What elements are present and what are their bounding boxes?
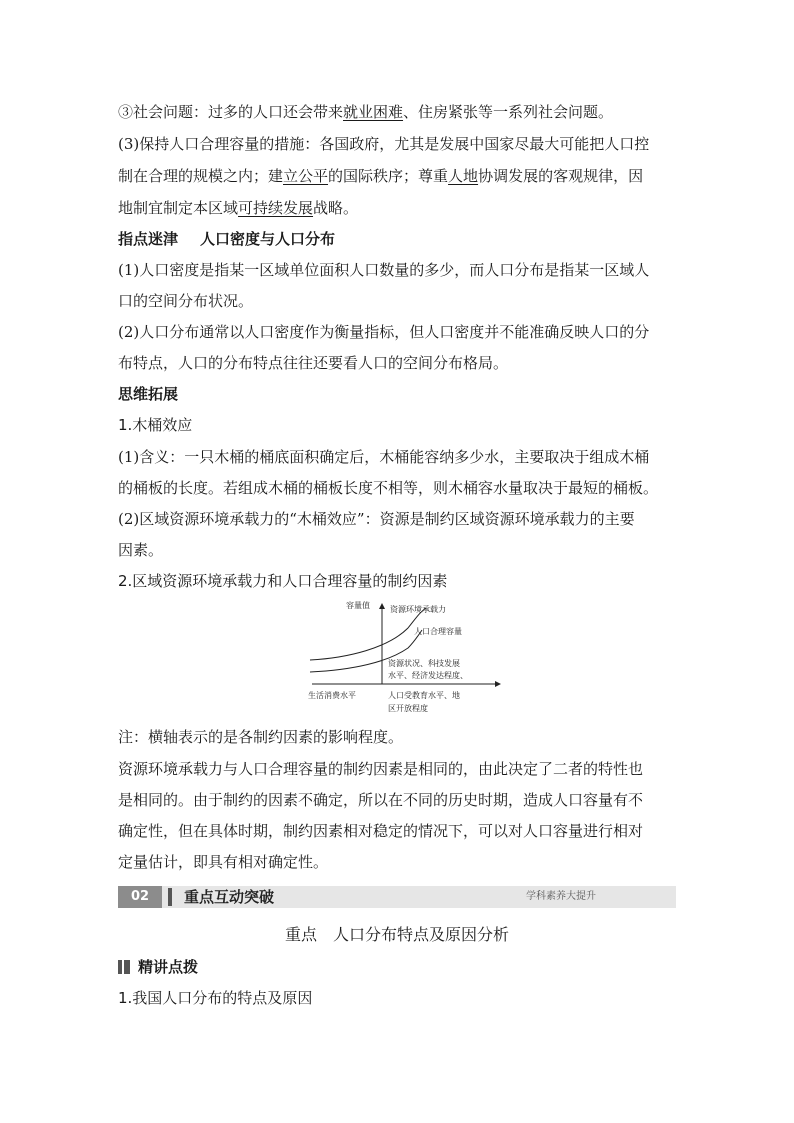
text: 是相同的。由于制约的因素不确定，所以在不同的历史时期，造成人口容量有不 bbox=[118, 791, 644, 809]
tip-p2-line2 bbox=[118, 353, 678, 373]
section-tagline: 学科素养大提升 bbox=[526, 891, 596, 902]
key-point-title bbox=[118, 924, 676, 946]
note-p-line4 bbox=[118, 852, 678, 872]
explain-heading bbox=[118, 956, 198, 978]
extend-s1-p2-line1 bbox=[118, 509, 678, 529]
tip-title: 人口密度与人口分布 bbox=[200, 230, 336, 248]
text: (3)保持人口合理容量的措施：各国政府，尤其是发展中国家尽最大可能把人口控 bbox=[118, 135, 650, 153]
extend-s2-title bbox=[118, 571, 678, 591]
explain-item1 bbox=[118, 988, 678, 1008]
text: (2)人口分布通常以人口密度作为衡量指标，但人口密度并不能准确反映人口的分 bbox=[118, 323, 650, 341]
text: 资源环境承载力与人口合理容量的制约因素是相同的，由此决定了二者的特性也 bbox=[118, 760, 644, 778]
underlined-text: 立公平 bbox=[283, 167, 329, 185]
section-title: 重点互动突破 bbox=[184, 888, 275, 906]
banner-divider bbox=[168, 888, 172, 906]
diagram-svg bbox=[308, 598, 508, 720]
text: 布特点，人口的分布特点往往还要看人口的空间分布格局。 bbox=[118, 354, 509, 372]
text: 思维拓展 bbox=[118, 385, 179, 403]
extend-heading bbox=[118, 384, 678, 404]
text: (2)区域资源环境承载力的“木桶效应”：资源是制约区域资源环境承载力的主要 bbox=[118, 510, 635, 528]
constraint-factors-diagram bbox=[308, 598, 508, 720]
text: 、住房紧张等一系列社会问题。 bbox=[403, 103, 614, 121]
tip-label: 指点迷津 bbox=[118, 230, 179, 248]
text: 口的空间分布状况。 bbox=[118, 292, 254, 310]
text: 1.我国人口分布的特点及原因 bbox=[118, 989, 313, 1007]
section-marker-icon bbox=[118, 960, 130, 974]
tip-p2-line1 bbox=[118, 322, 678, 342]
text: 1.木桶效应 bbox=[118, 416, 193, 434]
extend-s1-p2-line2 bbox=[118, 540, 678, 560]
text: 2.区域资源环境承载力和人口合理容量的制约因素 bbox=[118, 572, 448, 590]
text: 确定性，但在具体时期，制约因素相对稳定的情况下，可以对人口容量进行相对 bbox=[118, 822, 644, 840]
underlined-text: 就业困难 bbox=[343, 103, 404, 121]
key-point-text: 人口分布特点及原因分析 bbox=[333, 925, 510, 944]
text: 战略。 bbox=[313, 199, 359, 217]
key-point-label: 重点 bbox=[284, 925, 317, 944]
text: 协调发展的客观规律，因 bbox=[478, 167, 644, 185]
text: (1)含义：一只木桶的桶底面积确定后，木桶能容纳多少水，主要取决于组成木桶 bbox=[118, 448, 650, 466]
text: 的国际秩序；尊重 bbox=[328, 167, 449, 185]
paragraph-measures-line2 bbox=[118, 166, 678, 186]
underlined-text: 可持续发展 bbox=[238, 199, 314, 217]
tip-p1-line1 bbox=[118, 260, 678, 280]
text: 精讲点拨 bbox=[138, 958, 199, 976]
tip-heading bbox=[118, 229, 678, 249]
paragraph-social-problems bbox=[118, 102, 678, 122]
factors-line3: 人口受教育水平、地 bbox=[388, 691, 460, 700]
text: 地制宜制定本区域 bbox=[118, 199, 239, 217]
text: 因素。 bbox=[118, 541, 164, 559]
text: (1)人口密度是指某一区域单位面积人口数量的多少，而人口分布是指某一区域人 bbox=[118, 261, 650, 279]
note-line bbox=[118, 727, 678, 747]
curve2-label: 人口合理容量 bbox=[414, 627, 462, 636]
factors-line2: 水平、经济发达程度、 bbox=[388, 671, 468, 680]
note-p-line2 bbox=[118, 790, 678, 810]
factors-line4: 区开放程度 bbox=[388, 704, 428, 713]
underlined-text: 人地 bbox=[448, 167, 479, 185]
curve1-label: 资源环境承载力 bbox=[390, 605, 446, 614]
carrying-capacity-curve bbox=[310, 608, 426, 660]
extend-s1-p1-line2 bbox=[118, 478, 678, 498]
text: ③社会问题：过多的人口还会带来 bbox=[118, 103, 344, 121]
y-axis-label: 容量值 bbox=[346, 601, 370, 610]
extend-s1-p1-line1 bbox=[118, 447, 678, 467]
text: 制在合理的规模之内；建 bbox=[118, 167, 284, 185]
section-number: 02 bbox=[118, 886, 162, 908]
factors-line1: 资源状况、科技发展 bbox=[388, 659, 460, 668]
consumption-label: 生活消费水平 bbox=[308, 691, 356, 700]
text: 注：横轴表示的是各制约因素的影响程度。 bbox=[118, 728, 404, 746]
note-p-line1 bbox=[118, 759, 678, 779]
tip-p1-line2 bbox=[118, 291, 678, 311]
section-banner bbox=[118, 886, 676, 908]
extend-s1-title bbox=[118, 415, 678, 435]
paragraph-measures-line3 bbox=[118, 198, 678, 218]
note-p-line3 bbox=[118, 821, 678, 841]
text: 的桶板的长度。若组成木桶的桶板长度不相等，则木桶容水量取决于最短的桶板。 bbox=[118, 479, 659, 497]
paragraph-measures-line1 bbox=[118, 134, 678, 154]
text: 定量估计，即具有相对确定性。 bbox=[118, 853, 329, 871]
